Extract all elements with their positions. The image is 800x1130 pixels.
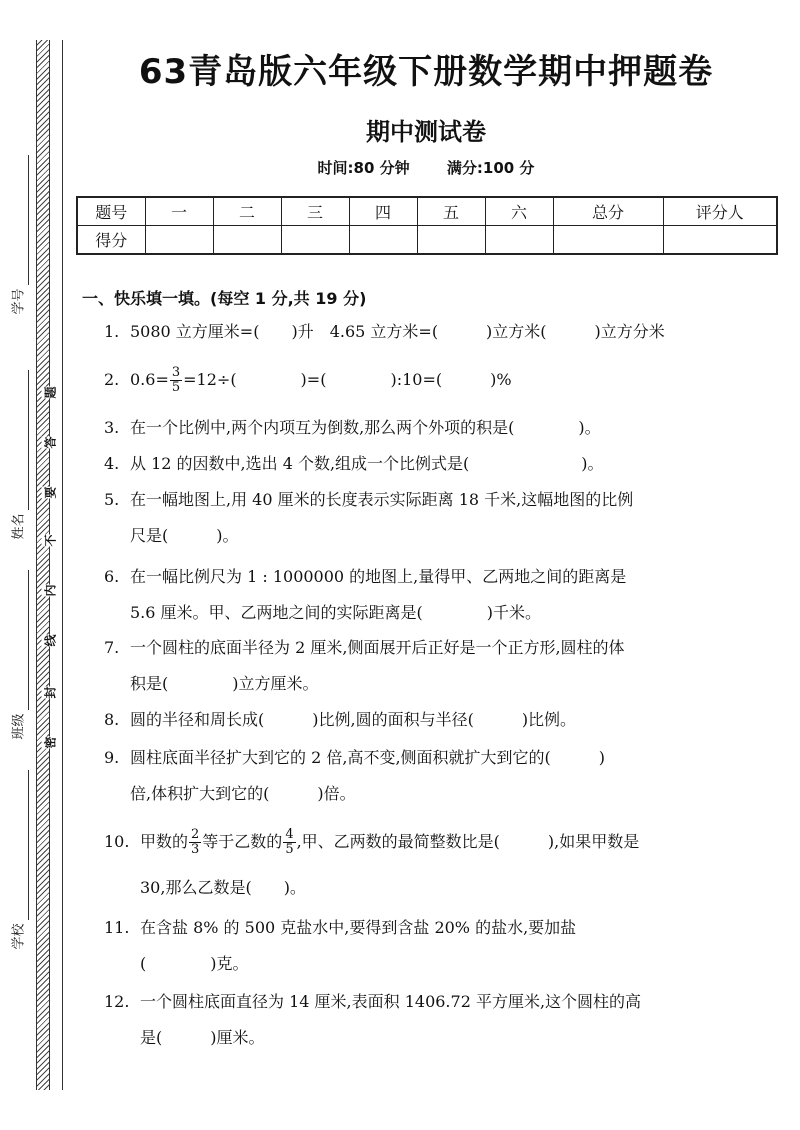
name-field bbox=[6, 513, 32, 540]
score-table-score-row bbox=[77, 226, 777, 255]
class-line bbox=[28, 570, 29, 710]
score-table bbox=[76, 196, 778, 255]
question-10-cont: 30,那么乙数是( )。 bbox=[140, 878, 306, 897]
question-7-cont: 积是( )立方厘米。 bbox=[130, 674, 319, 693]
question-1 bbox=[104, 314, 776, 350]
question-text: 在一个比例中,两个内项互为倒数,那么两个外项的积是( )。 bbox=[130, 418, 601, 437]
student-no-line bbox=[28, 155, 29, 285]
question-number: 8. bbox=[104, 710, 120, 729]
question-number: 2. bbox=[104, 370, 120, 389]
exam-full-score: 满分:100 分 bbox=[446, 159, 535, 177]
question-text: =12÷( )=( ):10=( )% bbox=[183, 370, 512, 389]
score-table-cell: 三 bbox=[281, 197, 349, 226]
score-table-cell: 得分 bbox=[77, 226, 145, 255]
score-entry-cell[interactable] bbox=[213, 226, 281, 255]
question-number: 12. bbox=[104, 992, 130, 1011]
binding-margin bbox=[0, 0, 70, 1130]
score-table-cell: 一 bbox=[145, 197, 213, 226]
score-table-cell: 二 bbox=[213, 197, 281, 226]
question-text: 一个圆柱的底面半径为 2 厘米,侧面展开后正好是一个正方形,圆柱的体 bbox=[130, 638, 625, 657]
school-field bbox=[6, 923, 32, 950]
seal-char: 线 bbox=[43, 634, 58, 647]
question-number: 7. bbox=[104, 638, 120, 657]
question-8 bbox=[104, 702, 776, 738]
question-2 bbox=[104, 362, 776, 398]
score-entry-cell[interactable] bbox=[553, 226, 663, 255]
binding-line bbox=[62, 40, 63, 1090]
question-text: 等于乙数的 bbox=[202, 832, 283, 851]
question-text: 甲数的 bbox=[140, 832, 189, 851]
seal-char: 题 bbox=[43, 386, 58, 399]
binding-hatch bbox=[36, 40, 50, 1090]
question-text: 从 12 的因数中,选出 4 个数,组成一个比例式是( )。 bbox=[130, 454, 604, 473]
question-number: 3. bbox=[104, 418, 120, 437]
exam-time: 时间:80 分钟 bbox=[317, 159, 410, 177]
question-6-cont: 5.6 厘米。甲、乙两地之间的实际距离是( )千米。 bbox=[130, 603, 542, 622]
fraction-numerator: 3 bbox=[171, 365, 181, 380]
question-11-cont: ( )克。 bbox=[140, 954, 249, 973]
student-no-label: 学号 bbox=[11, 288, 27, 315]
score-entry-cell[interactable] bbox=[485, 226, 553, 255]
score-table-cell: 评分人 bbox=[663, 197, 777, 226]
score-table-cell: 四 bbox=[349, 197, 417, 226]
score-entry-cell[interactable] bbox=[663, 226, 777, 255]
seal-char: 封 bbox=[43, 686, 58, 699]
question-number: 10. bbox=[104, 832, 130, 851]
score-table-cell: 五 bbox=[417, 197, 485, 226]
seal-char: 内 bbox=[43, 584, 58, 597]
question-text: 在一幅比例尺为 1 : 1000000 的地图上,量得甲、乙两地之间的距离是 bbox=[130, 567, 627, 586]
question-number: 11. bbox=[104, 918, 130, 937]
question-11 bbox=[104, 910, 776, 946]
question-text: 5080 立方厘米=( )升 4.65 立方米=( )立方米( )立方分米 bbox=[130, 322, 665, 341]
question-text: 在含盐 8% 的 500 克盐水中,要得到含盐 20% 的盐水,要加盐 bbox=[140, 918, 577, 937]
score-table-cell: 六 bbox=[485, 197, 553, 226]
question-number: 5. bbox=[104, 490, 120, 509]
question-text: 在一幅地图上,用 40 厘米的长度表示实际距离 18 千米,这幅地图的比例 bbox=[130, 490, 634, 509]
section-heading: 一、快乐填一填。(每空 1 分,共 19 分) bbox=[82, 289, 367, 308]
fraction bbox=[283, 828, 295, 857]
seal-char: 密 bbox=[43, 736, 58, 749]
question-9 bbox=[104, 740, 776, 776]
fraction bbox=[170, 366, 182, 395]
seal-char: 答 bbox=[43, 436, 58, 449]
page-title: 63青岛版六年级下册数学期中押题卷 bbox=[138, 52, 714, 92]
score-entry-cell[interactable] bbox=[281, 226, 349, 255]
fraction-denominator: 3 bbox=[191, 842, 200, 857]
question-number: 4. bbox=[104, 454, 120, 473]
student-no-field bbox=[6, 288, 32, 315]
question-9-cont: 倍,体积扩大到它的( )倍。 bbox=[130, 784, 356, 803]
fraction-numerator: 4 bbox=[285, 827, 294, 842]
seal-char: 要 bbox=[43, 486, 58, 499]
question-3 bbox=[104, 410, 776, 446]
score-table-header-row bbox=[77, 197, 777, 226]
question-5 bbox=[104, 482, 776, 518]
fraction bbox=[189, 828, 201, 857]
name-label: 姓名 bbox=[11, 513, 27, 540]
question-10 bbox=[104, 824, 776, 860]
question-text: 0.6= bbox=[130, 370, 169, 389]
question-7 bbox=[104, 630, 776, 666]
question-6 bbox=[104, 559, 776, 595]
score-entry-cell[interactable] bbox=[145, 226, 213, 255]
question-text: 圆柱底面半径扩大到它的 2 倍,高不变,侧面积就扩大到它的( ) bbox=[130, 748, 606, 767]
score-entry-cell[interactable] bbox=[417, 226, 485, 255]
question-text: ,甲、乙两数的最简整数比是( ),如果甲数是 bbox=[296, 832, 640, 851]
question-12-cont: 是( )厘米。 bbox=[140, 1028, 265, 1047]
question-number: 1. bbox=[104, 322, 120, 341]
fraction-denominator: 5 bbox=[285, 842, 294, 857]
fraction-denominator: 5 bbox=[171, 380, 181, 395]
class-field bbox=[6, 713, 32, 740]
question-5-cont: 尺是( )。 bbox=[130, 526, 239, 545]
score-entry-cell[interactable] bbox=[349, 226, 417, 255]
question-4 bbox=[104, 446, 776, 482]
seal-char: 不 bbox=[43, 534, 58, 547]
exam-meta bbox=[76, 157, 776, 178]
school-line bbox=[28, 770, 29, 920]
question-number: 6. bbox=[104, 567, 120, 586]
page-subtitle: 期中测试卷 bbox=[366, 118, 486, 146]
fraction-numerator: 2 bbox=[191, 827, 200, 842]
name-line bbox=[28, 370, 29, 510]
score-table-cell: 总分 bbox=[553, 197, 663, 226]
class-label: 班级 bbox=[11, 713, 27, 740]
question-12 bbox=[104, 984, 776, 1020]
school-label: 学校 bbox=[11, 923, 27, 950]
score-table-cell: 题号 bbox=[77, 197, 145, 226]
question-text: 一个圆柱底面直径为 14 厘米,表面积 1406.72 平方厘米,这个圆柱的高 bbox=[140, 992, 642, 1011]
question-number: 9. bbox=[104, 748, 120, 767]
question-text: 圆的半径和周长成( )比例,圆的面积与半径( )比例。 bbox=[130, 710, 577, 729]
